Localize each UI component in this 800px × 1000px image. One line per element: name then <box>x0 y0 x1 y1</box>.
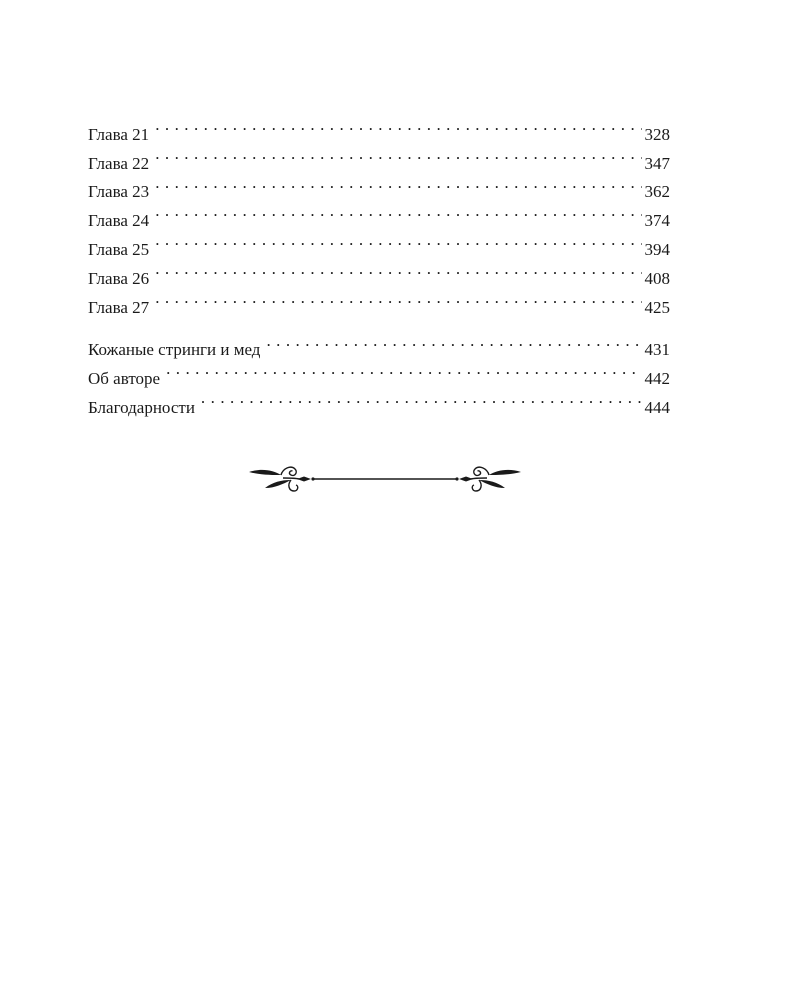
toc-entry-page: 444 <box>642 394 671 423</box>
toc-entry-title: Глава 24 <box>88 211 150 231</box>
toc-dot-leader <box>155 197 641 226</box>
toc-entry-title: Глава 25 <box>88 239 150 259</box>
toc-entry-page: 394 <box>642 236 671 265</box>
toc-entry-chapter-21[interactable] <box>88 111 670 144</box>
toc-entry-page: 362 <box>642 178 671 207</box>
toc-entry-page: 425 <box>642 294 671 323</box>
toc-entry-about-author[interactable] <box>88 355 670 389</box>
toc-entry-page: 408 <box>642 265 671 294</box>
toc-entry-chapter-26[interactable] <box>88 255 670 288</box>
toc-dot-leader <box>155 226 641 255</box>
toc-entry-page: 442 <box>642 365 671 394</box>
toc-entry-chapter-22[interactable] <box>88 140 670 173</box>
toc-entry-title: Кожаные стринги и мед <box>88 340 261 360</box>
toc-entry-page: 347 <box>642 150 671 179</box>
toc-entry-title: Глава 22 <box>88 153 150 173</box>
toc-dot-leader <box>155 140 641 169</box>
toc-entry-page: 374 <box>642 207 671 236</box>
toc-entry-title: Глава 27 <box>88 297 150 317</box>
toc-entry-page: 431 <box>642 336 671 365</box>
toc-dot-leader <box>155 111 641 140</box>
toc-chapters <box>88 111 670 317</box>
toc-entry-chapter-23[interactable] <box>88 169 670 202</box>
toc-entry-title: Глава 26 <box>88 268 150 288</box>
toc-extras <box>88 327 670 417</box>
flourish-divider-icon <box>247 458 523 496</box>
toc-entry-title: Об авторе <box>88 369 161 389</box>
toc-entry-bonus-story[interactable] <box>88 327 670 360</box>
toc-entry-chapter-24[interactable] <box>88 197 670 231</box>
toc-entry-chapter-27[interactable] <box>88 284 670 317</box>
toc-entry-page: 328 <box>642 121 671 150</box>
toc-entry-title: Благодарности <box>88 397 195 417</box>
toc-dot-leader <box>155 284 641 313</box>
toc-dot-leader <box>201 384 642 413</box>
toc-dot-leader <box>166 355 641 384</box>
toc-entry-title: Глава 23 <box>88 182 150 202</box>
toc-dot-leader <box>155 169 641 198</box>
toc-entry-acknowledgements[interactable] <box>88 384 670 417</box>
toc-dot-leader <box>266 327 641 356</box>
toc-dot-leader <box>155 255 641 284</box>
table-of-contents <box>88 111 670 417</box>
toc-entry-title: Глава 21 <box>88 124 150 144</box>
toc-entry-chapter-25[interactable] <box>88 226 670 259</box>
